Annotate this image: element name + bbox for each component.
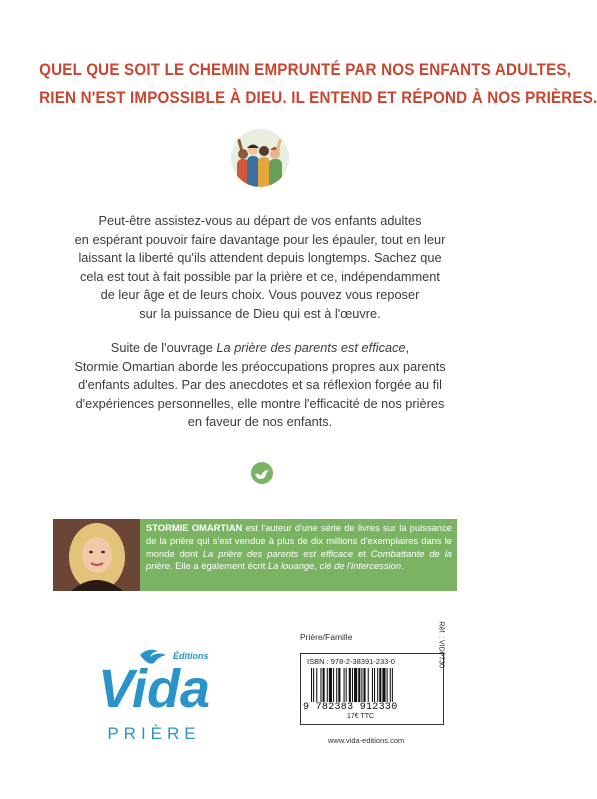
- author-bio-box: [53, 519, 457, 591]
- isbn-label: ISBN : 978-2-38391-233-0: [307, 657, 395, 666]
- author-photo: [53, 519, 140, 591]
- logo-editions: Éditions: [173, 651, 209, 661]
- description-line: de leur âge et de leurs choix. Vous pouvez vous reposer: [100, 287, 420, 303]
- bio-text: est l'auteur d'une série de livres sur la puissance de la prière qui s'est vendue à plus de dix millions d'exemplaires dans le monde dont: [146, 522, 452, 559]
- category-label: Prière/Famille: [300, 632, 353, 642]
- description-line: Stormie Omartian aborde les préoccupations propres aux parents: [74, 358, 446, 374]
- ean-digits: 9 782383 912330: [303, 702, 398, 713]
- back-cover-headline: [39, 56, 597, 112]
- logo-brand: Vida: [97, 659, 211, 719]
- previous-book-title: La prière des parents est efficace: [216, 340, 406, 355]
- description-paragraph-2: [57, 339, 463, 432]
- dove-icon: [251, 462, 273, 484]
- author-bio-text: [146, 522, 452, 573]
- author-name: STORMIE OMARTIAN: [146, 522, 243, 533]
- description-text: Suite de l'ouvrage: [110, 340, 217, 355]
- book-title: La prière des parents est efficace: [202, 547, 354, 559]
- description-line: laissant la liberté qu'ils attendent depuis longtemps. Sachez que: [78, 250, 442, 266]
- description-paragraph-1: [57, 212, 463, 324]
- headline-line-1: QUEL QUE SOIT LE CHEMIN EMPRUNTÉ PAR NOS ENFANTS ADULTES,: [39, 61, 572, 79]
- people-illustration-icon: [231, 129, 289, 187]
- book-title: La louange, clé de l'intercession: [267, 560, 402, 572]
- book-title: Combattante de la prière: [146, 547, 452, 572]
- description-text: ,: [405, 340, 410, 355]
- description-line: sur la puissance de Dieu qui est à l'œuvre.: [139, 305, 381, 321]
- description-line: en espérant pouvoir faire davantage pour les épauler, tout en leur: [74, 231, 446, 247]
- description-line: Peut-être assistez-vous au départ de vos enfants adultes: [98, 213, 422, 228]
- bio-text: . Elle a également écrit: [169, 560, 268, 572]
- ref-label: Réf. : VIDP730: [438, 621, 445, 668]
- description-line: en faveur de nos enfants.: [187, 414, 333, 430]
- bio-text: et: [353, 547, 371, 559]
- vida-priere-logo: [80, 641, 228, 746]
- price-label: 17€ TTC: [347, 713, 375, 720]
- description-line: d'enfants adultes. Par des anecdotes et sa réflexion forgée au fil: [78, 377, 442, 393]
- logo-collection: PRIÈRE: [107, 724, 201, 743]
- bio-text: .: [401, 560, 404, 572]
- barcode-icon: [311, 668, 429, 702]
- headline-line-2: RIEN N'EST IMPOSSIBLE À DIEU. IL ENTEND ET RÉPOND À NOS PRIÈRES.: [39, 89, 597, 107]
- description-line: cela est tout à fait possible par la prière et ce, indépendamment: [80, 268, 440, 284]
- publisher-website[interactable]: www.vida-editions.com: [328, 736, 405, 745]
- description-line: [57, 339, 463, 358]
- description-line: d'expériences personnelles, elle montre l'efficacité de nos prières: [75, 395, 445, 411]
